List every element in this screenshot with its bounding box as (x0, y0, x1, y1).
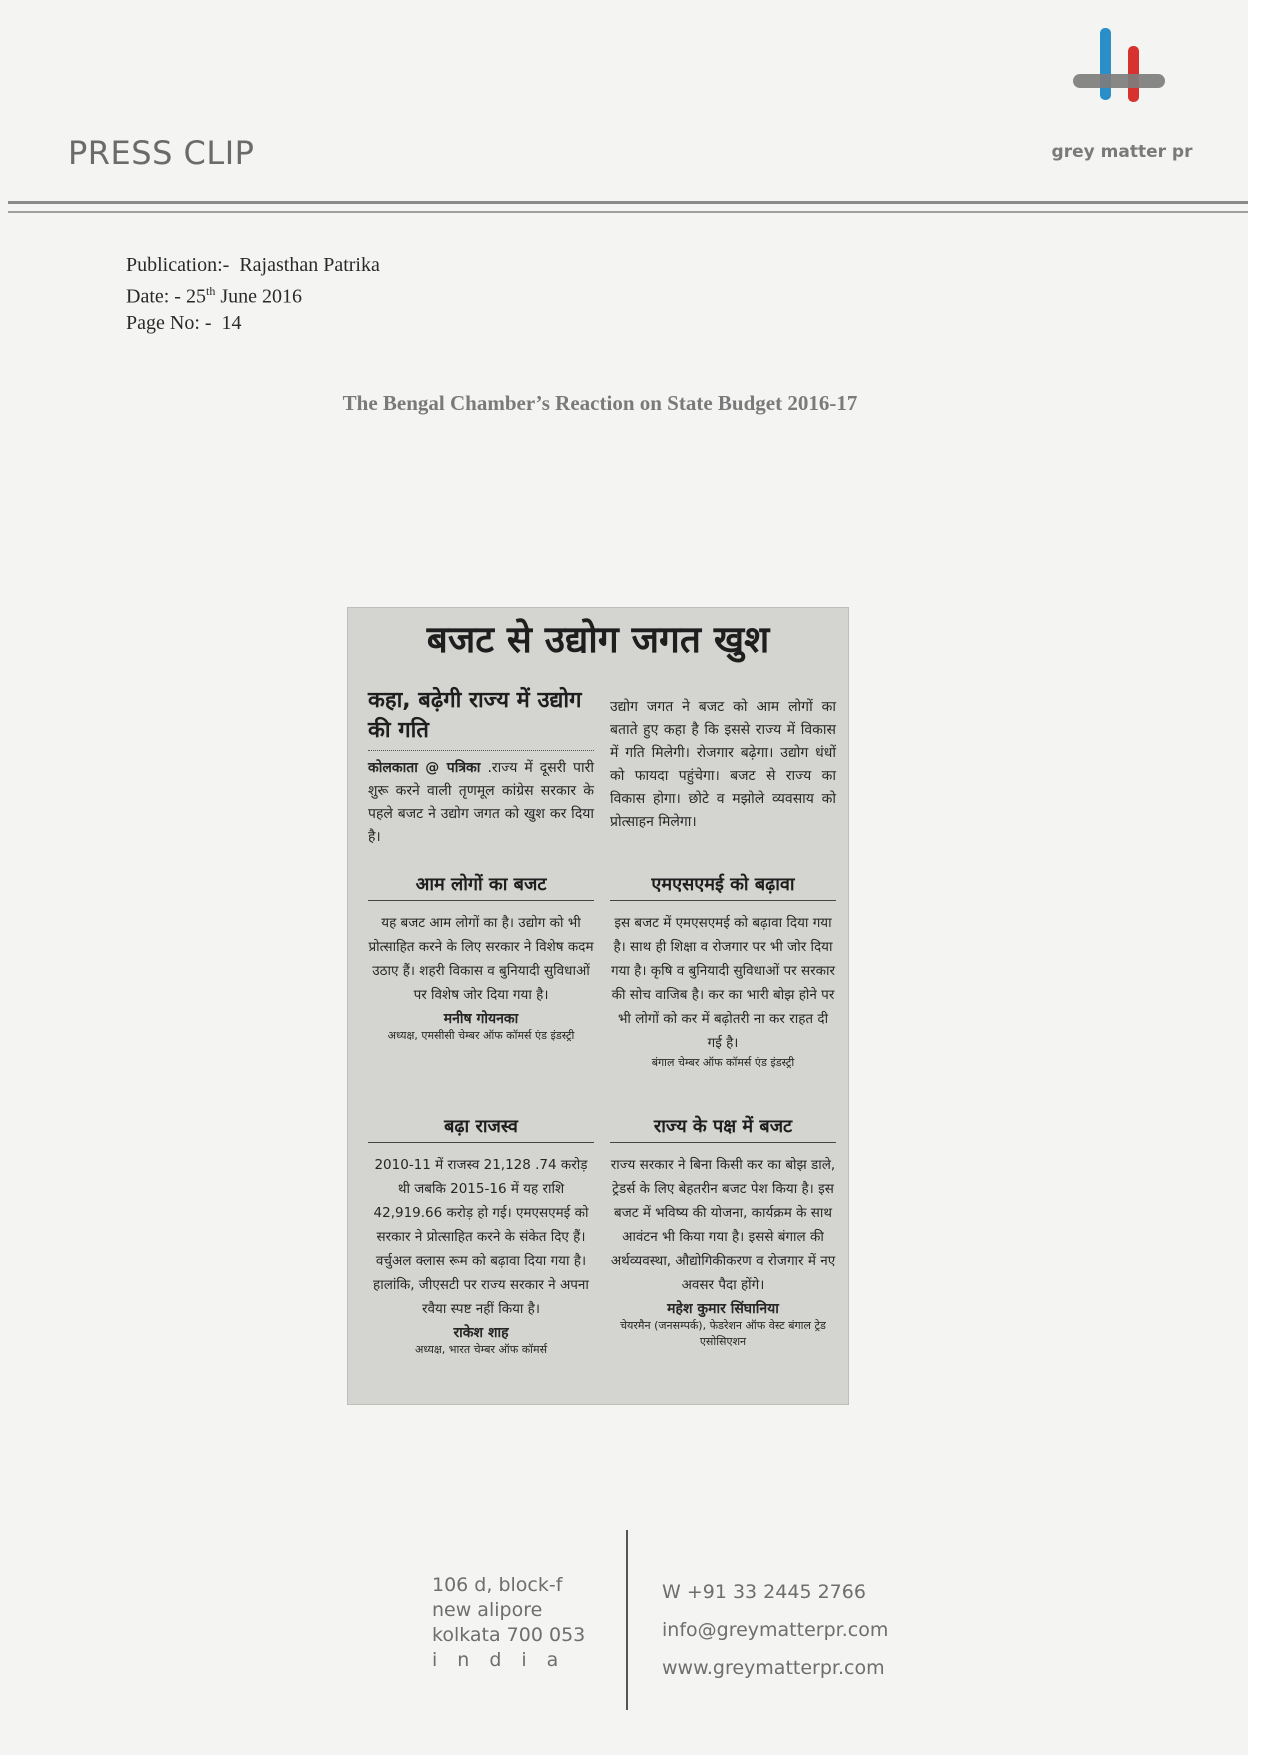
publication-value: Rajasthan Patrika (239, 254, 380, 276)
publication-meta (126, 252, 380, 336)
page-line (126, 310, 380, 336)
signatory-role: बंगाल चेम्बर ऑफ कॉमर्स एंड इंडस्ट्री (651, 1056, 795, 1069)
signatory-name: महेश कुमार सिंघानिया (667, 1301, 779, 1317)
article-subheadline: कहा, बढ़ेगी राज्य में उद्योग की गति (368, 688, 582, 743)
page-edge (1248, 0, 1275, 1755)
section-right-1 (610, 872, 836, 1071)
address-line: india (432, 1649, 579, 1671)
header-rule (8, 201, 1248, 204)
date-line (126, 278, 380, 310)
left-column (368, 686, 594, 849)
section-right-2 (610, 1114, 836, 1350)
phone-number: W +91 33 2445 2766 (662, 1581, 866, 1603)
signatory-role: अध्यक्ष, भारत चेम्बर ऑफ कॉमर्स (414, 1343, 548, 1356)
section-text: यह बजट आम लोगों का है। उद्योग को भी प्रोत्साहित करने के लिए सरकार ने विशेष कदम उठाए हैं। शहरी विकास व बुनियादी सुविधाओं पर विशेष जोर दिया गया है। (368, 915, 594, 1003)
right-column-intro (610, 696, 836, 834)
logo-text: grey matter pr (1051, 142, 1193, 162)
section-left-1 (368, 872, 594, 1044)
newspaper-clipping (348, 608, 848, 1404)
header-rule-thin (8, 211, 1248, 213)
section-heading: राज्य के पक्ष में बजट (610, 1114, 836, 1143)
signatory-name: मनीष गोयनका (443, 1011, 519, 1027)
grey-matter-logo (1068, 28, 1178, 118)
article-intro (368, 757, 594, 849)
publication-line (126, 252, 380, 278)
publication-label: Publication:- (126, 254, 230, 276)
email-address: info@greymatterpr.com (662, 1619, 889, 1641)
section-heading: बढ़ा राजस्व (368, 1114, 594, 1143)
logo-grey-bar (1073, 74, 1165, 88)
date-label: Date: - (126, 285, 181, 308)
section-heading: एमएसएमई को बढ़ावा (610, 872, 836, 901)
section-text: 2010-11 में राजस्व 21,128 .74 करोड़ थी जबकि 2015-16 में यह राशि 42,919.66 करोड़ हो गई। एमएसएमई को सरकार ने प्रोत्साहित करने के संकेत दिए हैं। वर्चुअल क्लास रूम को बढ़ावा दिया गया है। हालांकि, जीएसटी पर राज्य सरकार ने अपना रवैया स्पष्ट नहीं किया है। (373, 1157, 589, 1317)
section-text: राज्य सरकार ने बिना किसी कर का बोझ डाले, ट्रेडर्स के लिए बेहतरीन बजट पेश किया है। इस बजट में भविष्य की योजना, कार्यक्रम के साथ आवंटन भी किया गया है। इससे बंगाल की अर्थव्यवस्था, औद्योगिकीकरण व रोजगार में नए अवसर पैदा होंगे। (610, 1157, 836, 1293)
footer-contact (662, 1573, 888, 1687)
clip-title: The Bengal Chamber’s Reaction on State Budget 2016-17 (342, 391, 858, 415)
address-line: 106 d, block-f (432, 1574, 563, 1596)
address-line: kolkata 700 053 (432, 1624, 586, 1646)
right-intro-text: उद्योग जगत ने बजट को आम लोगों का बताते हुए कहा है कि इससे राज्य में विकास में गति मिलेगी। रोजगार बढ़ेगा। उद्योग धंधों को फायदा पहुंचेगा। बजट से राज्य का विकास होगा। छोटे व मझोले व्यवसाय को प्रोत्साहन मिलेगा। (610, 699, 836, 830)
website-url: www.greymatterpr.com (662, 1657, 885, 1679)
page-label: Page No: - (126, 311, 212, 334)
footer-address (432, 1573, 585, 1673)
dateline: कोलकाता @ पत्रिका (368, 760, 481, 776)
signatory-role: अध्यक्ष, एमसीसी चेम्बर ऑफ कॉमर्स एंड इंडस्ट्री (387, 1029, 575, 1042)
signatory-role: चेयरमैन (जनसम्पर्क), फेडरेशन ऑफ वेस्ट बंगाल ट्रेड एसोसिएशन (620, 1319, 826, 1348)
date-day: 25 (185, 285, 206, 308)
section-left-2 (368, 1114, 594, 1358)
page-value: 14 (221, 311, 242, 334)
signatory-name: राकेश शाह (453, 1325, 509, 1341)
intro-text: .राज्य में दूसरी पारी शुरू करने वाली तृणमूल कांग्रेस सरकार के पहले बजट ने उद्योग जगत को खुश कर दिया है। (368, 760, 594, 845)
address-line: new alipore (432, 1599, 543, 1621)
date-rest: June 2016 (220, 285, 302, 308)
section-heading: आम लोगों का बजट (368, 872, 594, 901)
footer-divider (626, 1530, 628, 1710)
date-suffix: th (205, 284, 216, 298)
press-clip-title: PRESS CLIP (68, 134, 255, 172)
dotted-divider (368, 750, 594, 751)
section-text: इस बजट में एमएसएमई को बढ़ावा दिया गया है। साथ ही शिक्षा व रोजगार पर भी जोर दिया गया है। कृषि व बुनियादी सुविधाओं पर सरकार की सोच वाजिब है। कर का भारी बोझ होने पर भी लोगों को कर में बढ़ोतरी ना कर राहत दी गई है। (610, 915, 836, 1051)
article-headline: बजट से उद्योग जगत खुश (426, 618, 770, 661)
logo-blue-bar (1100, 28, 1111, 100)
